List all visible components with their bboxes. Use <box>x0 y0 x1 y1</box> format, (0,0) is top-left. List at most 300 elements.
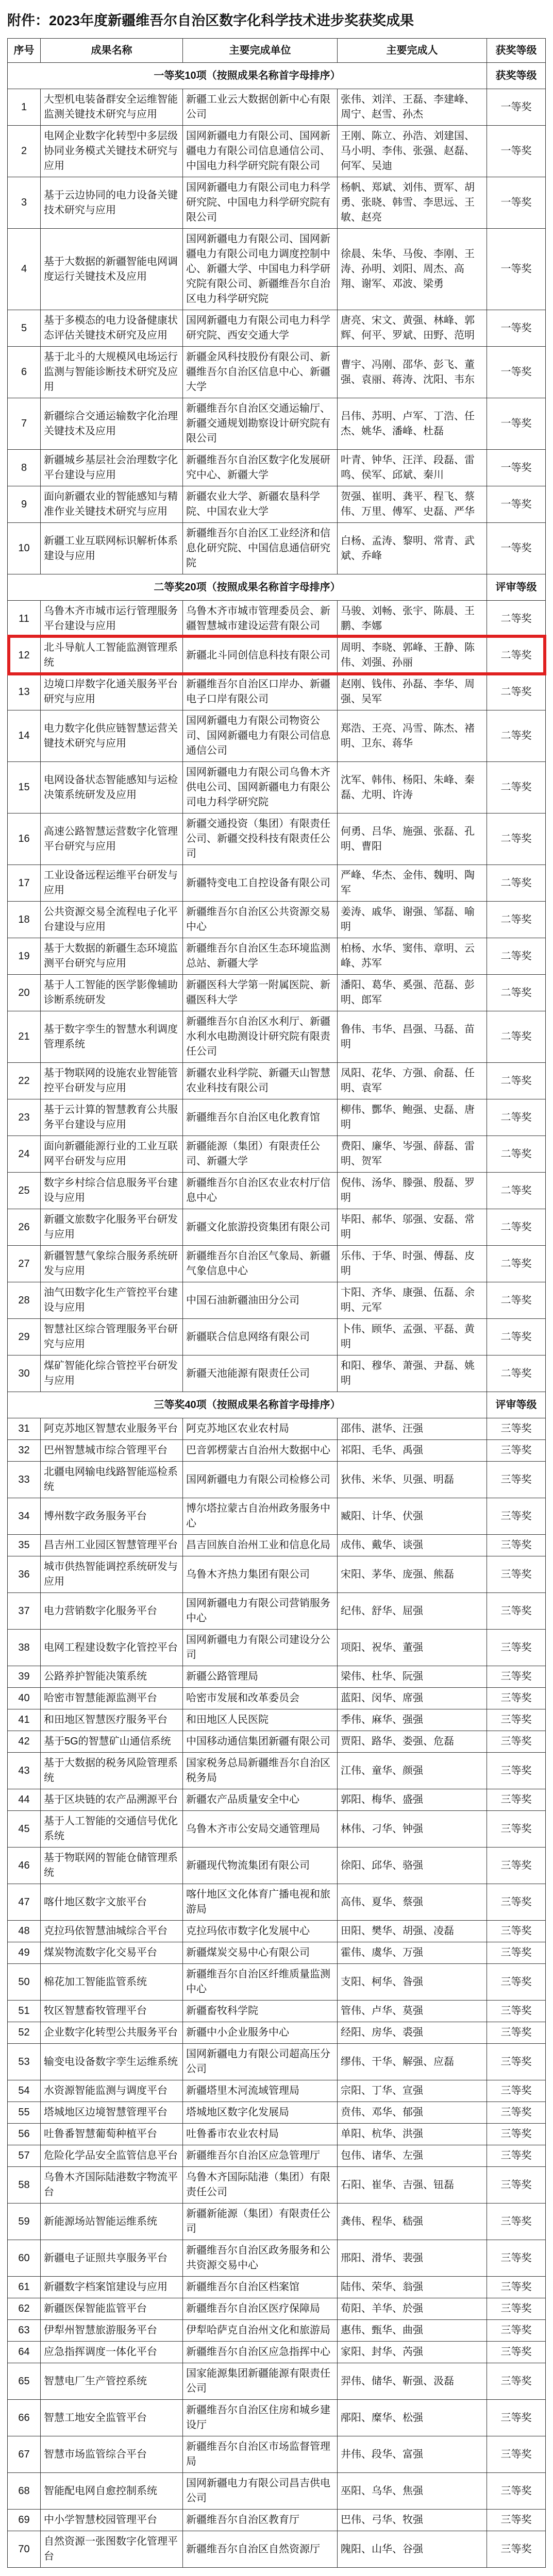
cell-name: 新疆综合交通运输数字化治理关键技术及应用 <box>41 398 183 450</box>
table-row <box>8 2436 546 2473</box>
cell-no: 23 <box>8 1099 41 1136</box>
cell-people: 高伟、夏华、蔡强 <box>338 1884 487 1921</box>
table-row <box>8 450 546 486</box>
cell-units: 新疆中小企业服务中心 <box>183 2022 338 2044</box>
cell-grade: 二等奖 <box>487 1011 546 1063</box>
cell-people: 成伟、戴华、谈强 <box>338 1535 487 1556</box>
cell-grade: 三等奖 <box>487 1666 546 1688</box>
cell-grade: 二等奖 <box>487 902 546 938</box>
cell-no: 42 <box>8 1731 41 1753</box>
cell-people: 姜涛、戚华、谢强、邹磊、喻明 <box>338 902 487 938</box>
table-row <box>8 523 546 574</box>
table-row <box>8 762 546 814</box>
cell-no: 54 <box>8 2080 41 2102</box>
cell-name: 边境口岸数字化通关服务平台研究与应用 <box>41 674 183 710</box>
cell-people: 惠伟、甄华、曲强 <box>338 2320 487 2342</box>
cell-no: 21 <box>8 1011 41 1063</box>
cell-units: 国网新疆电力有限公司超高压分公司 <box>183 2044 338 2080</box>
cell-units: 新疆维吾尔自治区纤维质量监测中心 <box>183 1964 338 2001</box>
cell-name: 基于数字孪生的智慧水利调度管理系统 <box>41 1011 183 1063</box>
cell-no: 6 <box>8 347 41 398</box>
cell-name: 企业数字化转型公共服务平台 <box>41 2022 183 2044</box>
cell-name: 面向新疆能源行业的工业互联网平台研发与应用 <box>41 1136 183 1173</box>
cell-no: 44 <box>8 1789 41 1811</box>
cell-people: 管伟、卢华、莫强 <box>338 2001 487 2022</box>
table-row <box>8 1593 546 1630</box>
cell-no: 22 <box>8 1063 41 1099</box>
cell-people: 郭阳、梅华、盛强 <box>338 1789 487 1811</box>
cell-units: 国家能源集团新疆能源有限责任公司 <box>183 2363 338 2400</box>
cell-units: 国家税务总局新疆维吾尔自治区税务局 <box>183 1753 338 1789</box>
cell-people: 狄伟、米华、贝强、明磊 <box>338 1462 487 1498</box>
cell-grade: 三等奖 <box>487 2277 546 2298</box>
cell-people: 柏杨、水华、窦伟、章明、云峰、苏军 <box>338 938 487 975</box>
cell-no: 59 <box>8 2204 41 2240</box>
cell-people: 贲伟、邓华、郁强 <box>338 2102 487 2124</box>
table-row <box>8 2298 546 2320</box>
cell-name: 昌吉州工业园区智慧管理平台 <box>41 1535 183 1556</box>
table-row <box>8 601 546 637</box>
cell-people: 经阳、房华、裘强 <box>338 2022 487 2044</box>
cell-grade: 二等奖 <box>487 637 546 674</box>
cell-people: 宋阳、茅华、庞强、熊磊 <box>338 1556 487 1593</box>
cell-no: 2 <box>8 126 41 177</box>
table-row <box>8 2204 546 2240</box>
cell-grade: 三等奖 <box>487 1731 546 1753</box>
cell-people: 叶青、钟华、汪洋、段磊、雷鸣、侯军、邱斌、秦川 <box>338 450 487 486</box>
table-row <box>8 2473 546 2510</box>
cell-no: 33 <box>8 1462 41 1498</box>
cell-units: 新疆维吾尔自治区水利厅、新疆水利水电勘测设计研究院有限责任公司 <box>183 1011 338 1063</box>
cell-people: 凤阳、花华、方强、俞磊、任明、袁军 <box>338 1063 487 1099</box>
cell-name: 输变电设备数字孪生运维系统 <box>41 2044 183 2080</box>
table-row <box>8 1921 546 1942</box>
cell-people: 费阳、廉华、岑强、薛磊、雷明、贺军 <box>338 1136 487 1173</box>
cell-grade: 二等奖 <box>487 1136 546 1173</box>
cell-grade: 一等奖 <box>487 450 546 486</box>
cell-grade: 三等奖 <box>487 1709 546 1731</box>
cell-name: 北疆电网输电线路智能巡检系统 <box>41 1462 183 1498</box>
cell-no: 36 <box>8 1556 41 1593</box>
cell-grade: 三等奖 <box>487 2001 546 2022</box>
cell-name: 基于云边协同的电力设备关键技术研究与应用 <box>41 177 183 229</box>
header-people: 主要完成人 <box>338 39 487 63</box>
cell-name: 巴州智慧城市综合管理平台 <box>41 1440 183 1462</box>
cell-grade: 二等奖 <box>487 710 546 762</box>
table-header-row <box>8 39 546 63</box>
cell-units: 新疆维吾尔自治区住房和城乡建设厅 <box>183 2400 338 2436</box>
cell-no: 53 <box>8 2044 41 2080</box>
table-row <box>8 2531 546 2568</box>
cell-no: 40 <box>8 1688 41 1709</box>
cell-no: 18 <box>8 902 41 938</box>
table-row <box>8 398 546 450</box>
cell-name: 数字乡村综合信息服务平台建设与应用 <box>41 1173 183 1209</box>
cell-people: 巫阳、乌华、焦强 <box>338 2473 487 2510</box>
cell-name: 新疆电子证照共享服务平台 <box>41 2240 183 2277</box>
cell-people: 林伟、刁华、钟强 <box>338 1811 487 1848</box>
header-no: 序号 <box>8 39 41 63</box>
cell-people: 季伟、麻华、强强 <box>338 1709 487 1731</box>
cell-grade: 三等奖 <box>487 1811 546 1848</box>
cell-units: 新疆维吾尔自治区数字化发展研究中心、新疆大学 <box>183 450 338 486</box>
cell-units: 和田地区人民医院 <box>183 1709 338 1731</box>
awards-table <box>7 38 546 2568</box>
cell-no: 8 <box>8 450 41 486</box>
table-row <box>8 1418 546 1440</box>
cell-units: 新疆能源（集团）有限责任公司、新疆大学 <box>183 1136 338 1173</box>
table-row <box>8 902 546 938</box>
table-row <box>8 674 546 710</box>
cell-people: 霍伟、虞华、万强 <box>338 1942 487 1964</box>
table-row <box>8 2022 546 2044</box>
cell-name: 基于人工智能的医学影像辅助诊断系统研发 <box>41 975 183 1011</box>
cell-people: 陆伟、荣华、翁强 <box>338 2277 487 2298</box>
table-row <box>8 1942 546 1964</box>
cell-name: 和田地区智慧医疗服务平台 <box>41 1709 183 1731</box>
cell-units: 新疆维吾尔自治区医疗保障局 <box>183 2298 338 2320</box>
cell-units: 新疆维吾尔自治区档案馆 <box>183 2277 338 2298</box>
table-row <box>8 2145 546 2167</box>
cell-units: 国网新疆电力有限公司检修公司 <box>183 1462 338 1498</box>
table-row <box>8 1173 546 1209</box>
table-row <box>8 865 546 902</box>
cell-name: 棉花加工智能监管系统 <box>41 1964 183 2001</box>
table-row <box>8 347 546 398</box>
cell-name: 水资源智能监测与调度平台 <box>41 2080 183 2102</box>
table-row <box>8 2363 546 2400</box>
cell-people: 羿伟、储华、靳强、汲磊 <box>338 2363 487 2400</box>
cell-no: 62 <box>8 2298 41 2320</box>
cell-units: 喀什地区文化体育广播电视和旅游局 <box>183 1884 338 1921</box>
cell-name: 电网设备状态智能感知与运检决策系统研发及应用 <box>41 762 183 814</box>
cell-name: 新疆数字档案馆建设与应用 <box>41 2277 183 2298</box>
cell-name: 基于云计算的智慧教育公共服务平台建设与应用 <box>41 1099 183 1136</box>
cell-people: 荀阳、羊华、於强 <box>338 2298 487 2320</box>
cell-units: 国网新疆电力有限公司电力科学研究院、西安交通大学 <box>183 310 338 347</box>
cell-no: 39 <box>8 1666 41 1688</box>
cell-no: 64 <box>8 2342 41 2363</box>
table-row <box>8 1535 546 1556</box>
table-row <box>8 1556 546 1593</box>
cell-no: 68 <box>8 2473 41 2510</box>
cell-grade: 三等奖 <box>487 1440 546 1462</box>
cell-grade: 二等奖 <box>487 762 546 814</box>
cell-grade: 一等奖 <box>487 486 546 523</box>
cell-grade: 三等奖 <box>487 1688 546 1709</box>
cell-units: 新疆维吾尔自治区交通运输厅、新疆交通规划勘察设计研究院有限公司 <box>183 398 338 450</box>
cell-name: 基于5G的智慧矿山通信系统 <box>41 1731 183 1753</box>
table-row <box>8 1011 546 1063</box>
cell-no: 46 <box>8 1848 41 1884</box>
cell-people: 郑浩、王亮、冯雪、陈杰、褚明、卫东、蒋华 <box>338 710 487 762</box>
cell-grade: 一等奖 <box>487 523 546 574</box>
cell-no: 65 <box>8 2363 41 2400</box>
cell-people: 白杨、孟涛、黎明、常青、武斌、乔峰 <box>338 523 487 574</box>
cell-people: 缪伟、干华、解强、应磊 <box>338 2044 487 2080</box>
section-grade-header: 获奖等级 <box>487 63 546 89</box>
cell-no: 10 <box>8 523 41 574</box>
cell-people: 梁伟、杜华、阮强 <box>338 1666 487 1688</box>
table-row <box>8 814 546 865</box>
cell-name: 基于物联网的设施农业智能管控平台研发与应用 <box>41 1063 183 1099</box>
cell-units: 阿克苏地区农业农村局 <box>183 1418 338 1440</box>
cell-grade: 一等奖 <box>487 229 546 310</box>
cell-grade: 三等奖 <box>487 1921 546 1942</box>
cell-no: 32 <box>8 1440 41 1462</box>
cell-grade: 三等奖 <box>487 2436 546 2473</box>
header-name: 成果名称 <box>41 39 183 63</box>
cell-units: 新疆维吾尔自治区生态环境监测总站、新疆大学 <box>183 938 338 975</box>
table-row <box>8 2124 546 2145</box>
table-row <box>8 2342 546 2363</box>
cell-grade: 二等奖 <box>487 1246 546 1282</box>
cell-no: 45 <box>8 1811 41 1848</box>
cell-no: 5 <box>8 310 41 347</box>
cell-grade: 三等奖 <box>487 2102 546 2124</box>
cell-people: 贺强、崔明、龚平、程飞、蔡伟、万里、傅军、史磊、严华 <box>338 486 487 523</box>
cell-name: 阿克苏地区智慧农业服务平台 <box>41 1418 183 1440</box>
section-grade-header: 评审等级 <box>487 574 546 601</box>
table-row <box>8 2240 546 2277</box>
cell-units: 博尔塔拉蒙古自治州政务服务中心 <box>183 1498 338 1535</box>
cell-name: 智能配电网自愈控制系统 <box>41 2473 183 2510</box>
cell-no: 55 <box>8 2102 41 2124</box>
cell-no: 34 <box>8 1498 41 1535</box>
cell-people: 沈军、韩伟、杨阳、朱峰、秦磊、尤明、许涛 <box>338 762 487 814</box>
table-row <box>8 229 546 310</box>
cell-units: 昌吉回族自治州工业和信息化局 <box>183 1535 338 1556</box>
cell-people: 巴伟、弓华、牧强 <box>338 2510 487 2531</box>
cell-grade: 三等奖 <box>487 1418 546 1440</box>
table-row <box>8 486 546 523</box>
cell-no: 58 <box>8 2167 41 2204</box>
cell-units: 新疆北斗同创信息科技有限公司 <box>183 637 338 674</box>
cell-name: 煤炭物流数字化交易平台 <box>41 1942 183 1964</box>
cell-units: 新疆煤炭交易中心有限公司 <box>183 1942 338 1964</box>
cell-people: 田阳、樊华、胡强、凌磊 <box>338 1921 487 1942</box>
table-row <box>8 2102 546 2124</box>
table-row <box>8 2001 546 2022</box>
cell-no: 17 <box>8 865 41 902</box>
table-row <box>8 2510 546 2531</box>
cell-no: 60 <box>8 2240 41 2277</box>
cell-no: 37 <box>8 1593 41 1630</box>
cell-units: 新疆医科大学第一附属医院、新疆医科大学 <box>183 975 338 1011</box>
cell-name: 基于多模态的电力设备健康状态评估关键技术研究及应用 <box>41 310 183 347</box>
cell-name: 基于大数据的新疆生态环境监测平台研究与应用 <box>41 938 183 975</box>
cell-grade: 二等奖 <box>487 1282 546 1319</box>
cell-people: 严峰、华杰、金伟、魏明、陶军 <box>338 865 487 902</box>
cell-name: 电力营销数字化服务平台 <box>41 1593 183 1630</box>
cell-grade: 三等奖 <box>487 1462 546 1498</box>
table-row <box>8 2167 546 2204</box>
cell-grade: 一等奖 <box>487 89 546 126</box>
cell-units: 新疆公路管理局 <box>183 1666 338 1688</box>
cell-units: 国网新疆电力有限公司建设分公司 <box>183 1630 338 1666</box>
cell-name: 基于人工智能的交通信号优化系统 <box>41 1811 183 1848</box>
cell-people: 徐阳、邱华、骆强 <box>338 1848 487 1884</box>
cell-grade: 二等奖 <box>487 1173 546 1209</box>
cell-grade: 三等奖 <box>487 2298 546 2320</box>
cell-no: 38 <box>8 1630 41 1666</box>
cell-units: 乌鲁木齐市公安局交通管理局 <box>183 1811 338 1848</box>
cell-people: 王刚、陈立、孙浩、刘建国、马小明、李伟、张强、赵磊、何军、吴迪 <box>338 126 487 177</box>
cell-units: 新疆维吾尔自治区政务服务和公共资源交易中心 <box>183 2240 338 2277</box>
table-row <box>8 2044 546 2080</box>
cell-people: 支阳、柯华、昝强 <box>338 1964 487 2001</box>
cell-grade: 一等奖 <box>487 177 546 229</box>
table-row <box>8 126 546 177</box>
cell-units: 新疆联合信息网络有限公司 <box>183 1319 338 1355</box>
cell-people: 杨帆、郑斌、刘伟、贾军、胡勇、张晓、韩雪、李思远、王敏、赵亮 <box>338 177 487 229</box>
cell-name: 智慧市场监管综合平台 <box>41 2436 183 2473</box>
cell-units: 新疆维吾尔自治区市场监督管理局 <box>183 2436 338 2473</box>
cell-units: 新疆特变电工自控设备有限公司 <box>183 865 338 902</box>
table-row <box>8 1753 546 1789</box>
cell-no: 28 <box>8 1282 41 1319</box>
table-row <box>8 310 546 347</box>
cell-units: 新疆交通投资（集团）有限责任公司、新疆交投科技有限责任公司 <box>183 814 338 865</box>
cell-no: 11 <box>8 601 41 637</box>
cell-no: 31 <box>8 1418 41 1440</box>
cell-units: 新疆农产品质量安全中心 <box>183 1789 338 1811</box>
cell-name: 面向新疆农业的智能感知与精准作业关键技术研究与应用 <box>41 486 183 523</box>
cell-grade: 一等奖 <box>487 126 546 177</box>
table-row <box>8 1209 546 1246</box>
cell-people: 项阳、祝华、董强 <box>338 1630 487 1666</box>
cell-name: 高速公路智慧运营数字化管理平台研究与应用 <box>41 814 183 865</box>
cell-name: 基于北斗的大规模风电场运行监测与智能诊断技术研究及应用 <box>41 347 183 398</box>
table-row <box>8 2277 546 2298</box>
cell-people: 邴阳、糜华、松强 <box>338 2400 487 2436</box>
cell-name: 城市供热智能调控系统研发与应用 <box>41 1556 183 1593</box>
cell-units: 新疆维吾尔自治区教育厅 <box>183 2510 338 2531</box>
cell-units: 新疆维吾尔自治区农业农村厅信息中心 <box>183 1173 338 1209</box>
cell-grade: 二等奖 <box>487 865 546 902</box>
cell-name: 博州数字政务服务平台 <box>41 1498 183 1535</box>
cell-units: 新疆维吾尔自治区工业经济和信息化研究院、中国信息通信研究院 <box>183 523 338 574</box>
cell-units: 伊犁哈萨克自治州文化和旅游局 <box>183 2320 338 2342</box>
cell-no: 27 <box>8 1246 41 1282</box>
table-row <box>8 1688 546 1709</box>
table-row <box>8 1731 546 1753</box>
cell-units: 中国移动通信集团新疆有限公司 <box>183 1731 338 1753</box>
cell-people: 邢阳、滑华、裴强 <box>338 2240 487 2277</box>
cell-people: 鲁伟、韦华、昌强、马磊、苗明 <box>338 1011 487 1063</box>
cell-people: 张伟、刘洋、王磊、李建峰、周宁、赵雪、孙杰 <box>338 89 487 126</box>
cell-units: 国网新疆电力有限公司物资公司、国网新疆电力有限公司信息通信公司 <box>183 710 338 762</box>
cell-people: 纪伟、舒华、屈强 <box>338 1593 487 1630</box>
cell-units: 国网新疆电力有限公司电力科学研究院、中国电力科学研究院有限公司 <box>183 177 338 229</box>
cell-units: 新疆现代物流集团有限公司 <box>183 1848 338 1884</box>
section-heading: 二等奖20项（按照成果名称首字母排序） <box>8 574 487 601</box>
cell-name: 电网企业数字化转型中多层级协同业务模式关键技术研究与应用 <box>41 126 183 177</box>
table-row <box>8 1789 546 1811</box>
table-row <box>8 1964 546 2001</box>
cell-no: 20 <box>8 975 41 1011</box>
cell-grade: 三等奖 <box>487 2240 546 2277</box>
cell-no: 3 <box>8 177 41 229</box>
table-row <box>8 1136 546 1173</box>
cell-name: 哈密市智慧能源监测平台 <box>41 1688 183 1709</box>
cell-name: 电网工程建设数字化管控平台 <box>41 1630 183 1666</box>
cell-name: 牧区智慧畜牧管理平台 <box>41 2001 183 2022</box>
table-row <box>8 2080 546 2102</box>
cell-units: 新疆畜牧科学院 <box>183 2001 338 2022</box>
cell-grade: 三等奖 <box>487 2473 546 2510</box>
cell-no: 29 <box>8 1319 41 1355</box>
cell-no: 69 <box>8 2510 41 2531</box>
table-row <box>8 1319 546 1355</box>
cell-units: 新疆维吾尔自治区自然资源厅 <box>183 2531 338 2568</box>
cell-units: 新疆维吾尔自治区应急管理厅 <box>183 2145 338 2167</box>
cell-no: 1 <box>8 89 41 126</box>
cell-people: 赵刚、钱伟、孙磊、李华、周强、吴军 <box>338 674 487 710</box>
cell-name: 自然资源一张图数字化管理平台 <box>41 2531 183 2568</box>
cell-units: 新疆维吾尔自治区气象局、新疆气象信息中心 <box>183 1246 338 1282</box>
cell-no: 48 <box>8 1921 41 1942</box>
cell-grade: 二等奖 <box>487 674 546 710</box>
cell-people: 龚伟、程华、嵇强 <box>338 2204 487 2240</box>
table-row <box>8 1282 546 1319</box>
cell-people: 单阳、杭华、洪强 <box>338 2124 487 2145</box>
cell-name: 新疆医保智能监管平台 <box>41 2298 183 2320</box>
cell-name: 油气田数字化生产管控平台建设与应用 <box>41 1282 183 1319</box>
cell-name: 伊犁州智慧旅游服务平台 <box>41 2320 183 2342</box>
cell-no: 4 <box>8 229 41 310</box>
cell-grade: 三等奖 <box>487 2167 546 2204</box>
cell-no: 61 <box>8 2277 41 2298</box>
cell-grade: 三等奖 <box>487 2531 546 2568</box>
cell-no: 12 <box>8 637 41 674</box>
cell-name: 新疆文旅数字化服务平台研发与应用 <box>41 1209 183 1246</box>
cell-name: 基于区块链的农产品溯源平台 <box>41 1789 183 1811</box>
cell-grade: 三等奖 <box>487 2022 546 2044</box>
cell-people: 马骏、刘畅、张宇、陈晨、王鹏、李娜 <box>338 601 487 637</box>
cell-name: 塔城地区边境智慧管理平台 <box>41 2102 183 2124</box>
section-heading-row <box>8 1392 546 1418</box>
cell-name: 喀什地区数字文旅平台 <box>41 1884 183 1921</box>
table-row <box>8 2320 546 2342</box>
cell-no: 13 <box>8 674 41 710</box>
table-row <box>8 1630 546 1666</box>
cell-grade: 三等奖 <box>487 1556 546 1593</box>
cell-no: 24 <box>8 1136 41 1173</box>
table-row <box>8 938 546 975</box>
section-heading-row <box>8 574 546 601</box>
cell-grade: 二等奖 <box>487 1355 546 1392</box>
cell-people: 何勇、吕华、施强、张磊、孔明、曹阳 <box>338 814 487 865</box>
cell-no: 35 <box>8 1535 41 1556</box>
cell-no: 50 <box>8 1964 41 2001</box>
cell-name: 智慧社区综合管理服务平台研究与应用 <box>41 1319 183 1355</box>
cell-grade: 一等奖 <box>487 310 546 347</box>
cell-no: 25 <box>8 1173 41 1209</box>
awards-table-wrapper <box>7 38 545 2568</box>
cell-grade: 二等奖 <box>487 975 546 1011</box>
cell-grade: 三等奖 <box>487 1593 546 1630</box>
cell-no: 7 <box>8 398 41 450</box>
cell-no: 26 <box>8 1209 41 1246</box>
table-row <box>8 177 546 229</box>
cell-people: 徐晨、朱华、马俊、李刚、王涛、孙明、刘阳、周杰、高翔、谢军、邓波、梁勇 <box>338 229 487 310</box>
cell-grade: 二等奖 <box>487 1099 546 1136</box>
table-row <box>8 1246 546 1282</box>
cell-grade: 二等奖 <box>487 1209 546 1246</box>
cell-name: 危险化学品安全监管信息平台 <box>41 2145 183 2167</box>
cell-grade: 三等奖 <box>487 2320 546 2342</box>
